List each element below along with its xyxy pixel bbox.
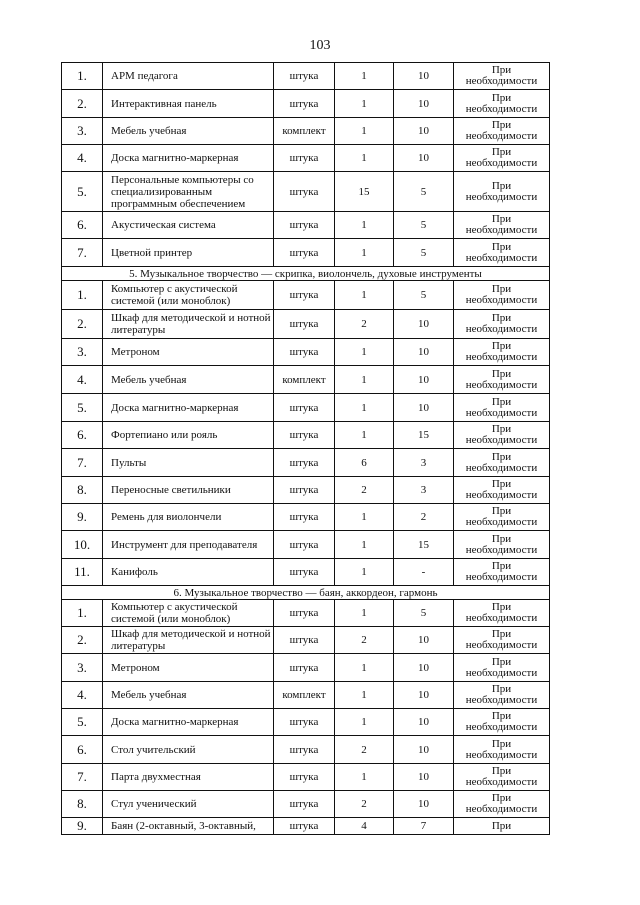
item-service-life: 5 [394,239,454,267]
row-number: 1. [62,63,103,90]
item-note: При [454,818,550,835]
row-number: 3. [62,118,103,145]
item-quantity: 1 [335,709,394,736]
row-number: 8. [62,791,103,818]
table-row [62,682,550,709]
row-number: 7. [62,449,103,477]
item-name: Шкаф для методической и нотной литературы [103,310,274,339]
row-number: 11. [62,559,103,586]
item-quantity: 1 [335,654,394,682]
item-note: При необходимости [454,172,550,212]
item-unit: штука [274,90,335,118]
item-unit: штука [274,310,335,339]
item-note: При необходимости [454,212,550,239]
item-unit: штука [274,239,335,267]
item-quantity: 2 [335,627,394,654]
item-service-life: 10 [394,764,454,791]
table-row [62,531,550,559]
item-note: При необходимости [454,709,550,736]
item-service-life: 10 [394,366,454,394]
item-name: АРМ педагога [103,63,274,90]
item-unit: штука [274,709,335,736]
item-unit: комплект [274,682,335,709]
item-service-life: 7 [394,818,454,835]
item-service-life: 15 [394,422,454,449]
item-note: При необходимости [454,682,550,709]
row-number: 5. [62,172,103,212]
item-note: При необходимости [454,310,550,339]
item-name: Компьютер с акустической системой (или моноблок) [103,281,274,310]
item-service-life: 10 [394,654,454,682]
item-service-life: 2 [394,504,454,531]
row-number: 10. [62,531,103,559]
item-unit: штука [274,281,335,310]
item-unit: штука [274,504,335,531]
item-quantity: 1 [335,366,394,394]
section-title: 5. Музыкальное творчество — скрипка, виолончель, духовые инструменты [62,267,550,281]
item-name: Шкаф для методической и нотной литературы [103,627,274,654]
row-number: 9. [62,504,103,531]
section-title: 6. Музыкальное творчество — баян, аккордеон, гармонь [62,586,550,600]
item-name: Переносные светильники [103,477,274,504]
row-number: 5. [62,394,103,422]
row-number: 6. [62,422,103,449]
table-row [62,310,550,339]
item-service-life: 10 [394,627,454,654]
item-note: При необходимости [454,90,550,118]
item-quantity: 1 [335,239,394,267]
item-service-life: 10 [394,791,454,818]
item-name: Персональные компьютеры со специализированным программным обеспечением [103,172,274,212]
item-service-life: 10 [394,63,454,90]
item-name: Фортепиано или рояль [103,422,274,449]
row-number: 2. [62,627,103,654]
item-note: При необходимости [454,531,550,559]
item-quantity: 1 [335,764,394,791]
item-quantity: 1 [335,531,394,559]
item-unit: штука [274,654,335,682]
table-row [62,709,550,736]
item-service-life: 10 [394,145,454,172]
item-name: Стол учительский [103,736,274,764]
item-name: Пульты [103,449,274,477]
page-number: 103 [309,38,331,53]
item-quantity: 1 [335,281,394,310]
row-number: 1. [62,600,103,627]
item-unit: штука [274,600,335,627]
item-name: Канифоль [103,559,274,586]
item-unit: комплект [274,118,335,145]
item-note: При необходимости [454,239,550,267]
item-quantity: 1 [335,212,394,239]
item-unit: штука [274,449,335,477]
item-name: Интерактивная панель [103,90,274,118]
item-note: При необходимости [454,764,550,791]
item-name: Метроном [103,654,274,682]
table-row [62,90,550,118]
item-unit: штука [274,63,335,90]
item-service-life: 10 [394,118,454,145]
item-note: При необходимости [454,339,550,366]
item-note: При необходимости [454,118,550,145]
table-row [62,791,550,818]
table-row [62,145,550,172]
item-quantity: 6 [335,449,394,477]
table-row [62,764,550,791]
equipment-table-body [62,63,550,835]
item-service-life: - [394,559,454,586]
item-quantity: 1 [335,422,394,449]
row-number: 4. [62,366,103,394]
item-quantity: 1 [335,145,394,172]
table-row [62,239,550,267]
item-note: При необходимости [454,63,550,90]
item-unit: штука [274,818,335,835]
item-name: Мебель учебная [103,366,274,394]
item-service-life: 10 [394,682,454,709]
table-row [62,736,550,764]
item-note: При необходимости [454,281,550,310]
item-name: Стул ученический [103,791,274,818]
item-note: При необходимости [454,504,550,531]
row-number: 9. [62,818,103,835]
item-service-life: 5 [394,172,454,212]
item-unit: штука [274,764,335,791]
item-name: Акустическая система [103,212,274,239]
row-number: 2. [62,310,103,339]
item-note: При необходимости [454,627,550,654]
table-row [62,281,550,310]
item-name: Мебель учебная [103,682,274,709]
item-unit: комплект [274,366,335,394]
section-header-row [62,586,550,600]
item-quantity: 1 [335,90,394,118]
item-quantity: 1 [335,682,394,709]
item-quantity: 2 [335,736,394,764]
row-number: 2. [62,90,103,118]
item-name: Доска магнитно-маркерная [103,145,274,172]
table-row [62,63,550,90]
row-number: 1. [62,281,103,310]
table-row [62,172,550,212]
item-unit: штука [274,339,335,366]
item-service-life: 10 [394,709,454,736]
table-row [62,422,550,449]
item-name: Ремень для виолончели [103,504,274,531]
item-service-life: 3 [394,449,454,477]
item-unit: штука [274,172,335,212]
item-name: Доска магнитно-маркерная [103,709,274,736]
item-quantity: 1 [335,339,394,366]
item-unit: штука [274,531,335,559]
section-header-row [62,267,550,281]
item-unit: штука [274,145,335,172]
table-row [62,504,550,531]
item-note: При необходимости [454,559,550,586]
table-row [62,339,550,366]
item-note: При необходимости [454,600,550,627]
item-name: Инструмент для преподавателя [103,531,274,559]
item-service-life: 15 [394,531,454,559]
item-quantity: 2 [335,477,394,504]
row-number: 8. [62,477,103,504]
item-name: Парта двухместная [103,764,274,791]
item-quantity: 1 [335,394,394,422]
table-row [62,212,550,239]
item-quantity: 2 [335,791,394,818]
item-service-life: 10 [394,394,454,422]
item-name: Доска магнитно-маркерная [103,394,274,422]
table-row [62,394,550,422]
item-name: Баян (2-октавный, 3-октавный, [103,818,274,835]
equipment-table [61,62,550,835]
table-row [62,627,550,654]
item-note: При необходимости [454,654,550,682]
item-note: При необходимости [454,394,550,422]
item-note: При необходимости [454,449,550,477]
row-number: 4. [62,145,103,172]
table-row [62,118,550,145]
row-number: 7. [62,764,103,791]
table-row [62,449,550,477]
item-unit: штука [274,422,335,449]
item-service-life: 10 [394,90,454,118]
table-row [62,654,550,682]
row-number: 3. [62,339,103,366]
item-quantity: 15 [335,172,394,212]
row-number: 5. [62,709,103,736]
item-name: Метроном [103,339,274,366]
item-note: При необходимости [454,145,550,172]
item-quantity: 1 [335,559,394,586]
item-note: При необходимости [454,422,550,449]
item-service-life: 5 [394,212,454,239]
item-service-life: 5 [394,600,454,627]
item-note: При необходимости [454,366,550,394]
item-service-life: 10 [394,339,454,366]
item-service-life: 3 [394,477,454,504]
item-quantity: 1 [335,118,394,145]
item-name: Компьютер с акустической системой (или моноблок) [103,600,274,627]
item-quantity: 2 [335,310,394,339]
item-service-life: 10 [394,736,454,764]
item-note: При необходимости [454,791,550,818]
table-row [62,366,550,394]
row-number: 6. [62,212,103,239]
item-name: Мебель учебная [103,118,274,145]
item-quantity: 1 [335,600,394,627]
row-number: 4. [62,682,103,709]
item-note: При необходимости [454,736,550,764]
item-quantity: 4 [335,818,394,835]
item-quantity: 1 [335,504,394,531]
table-row [62,818,550,835]
item-service-life: 10 [394,310,454,339]
row-number: 6. [62,736,103,764]
table-row [62,600,550,627]
item-note: При необходимости [454,477,550,504]
item-quantity: 1 [335,63,394,90]
item-unit: штука [274,212,335,239]
item-unit: штука [274,559,335,586]
item-unit: штука [274,394,335,422]
item-unit: штука [274,736,335,764]
table-row [62,559,550,586]
table-row [62,477,550,504]
item-name: Цветной принтер [103,239,274,267]
item-service-life: 5 [394,281,454,310]
item-unit: штука [274,477,335,504]
item-unit: штука [274,627,335,654]
row-number: 3. [62,654,103,682]
row-number: 7. [62,239,103,267]
item-unit: штука [274,791,335,818]
